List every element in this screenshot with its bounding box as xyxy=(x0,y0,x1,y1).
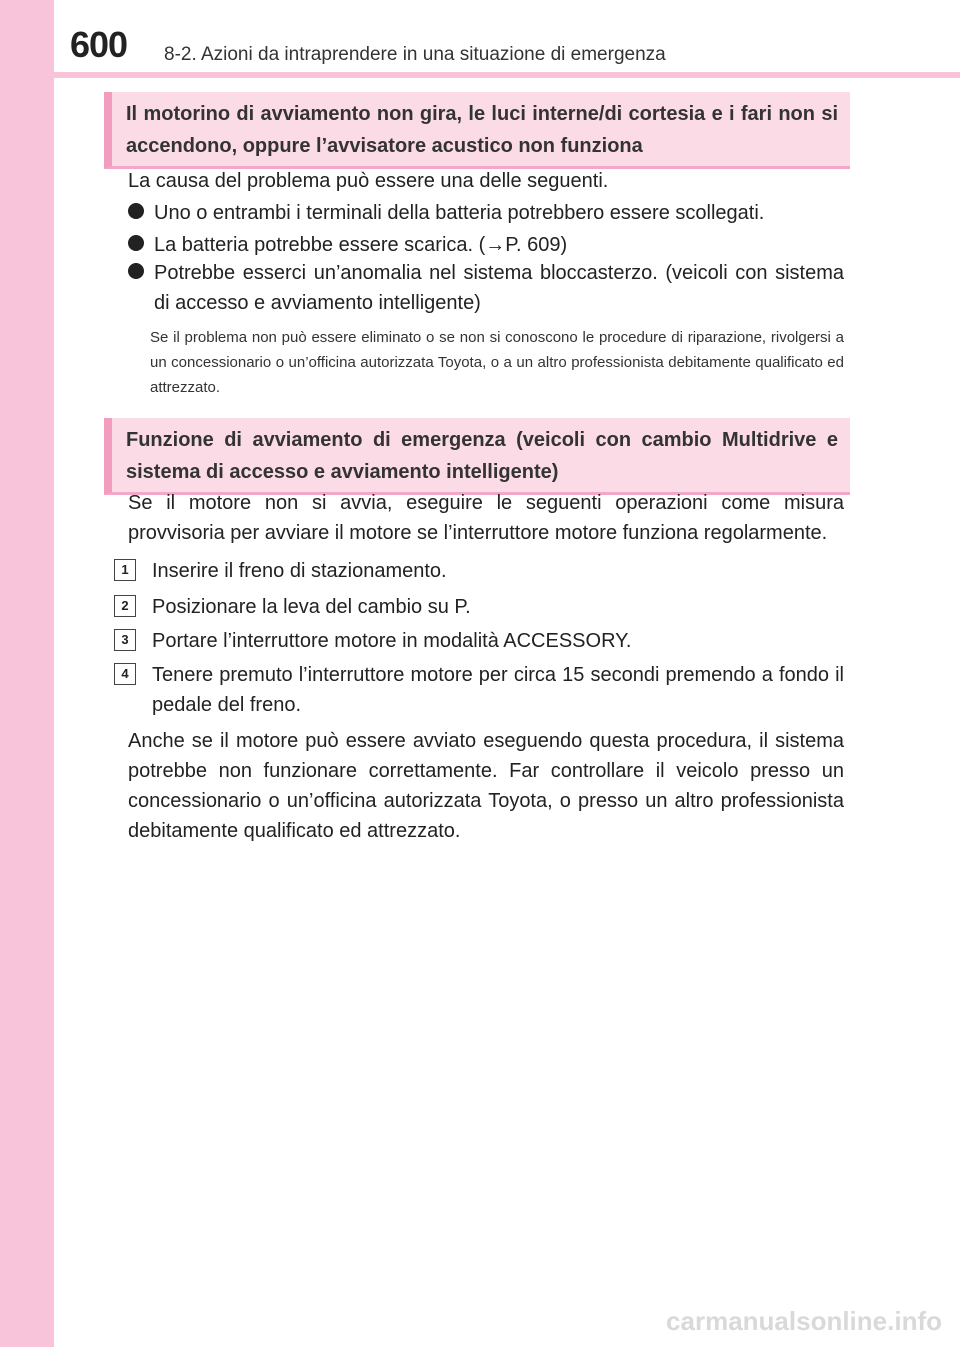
step-text: Inserire il freno di stazionamento. xyxy=(152,560,447,582)
step-item xyxy=(114,626,844,656)
step-item xyxy=(114,660,844,720)
step-number-badge: 2 xyxy=(114,595,136,617)
section-header-emergency-start: Funzione di avviamento di emergenza (veicoli con cambio Multidrive e sistema di accesso e avviamento intelligente) xyxy=(104,418,850,495)
page-sidebar xyxy=(0,0,54,1347)
step-text: Posizionare la leva del cambio su P. xyxy=(152,596,471,618)
bullet-item xyxy=(128,258,844,318)
section1-intro: La causa del problema può essere una delle seguenti. xyxy=(128,170,609,192)
chapter-title: 8-2. Azioni da intraprendere in una situazione di emergenza xyxy=(164,44,666,65)
section2-intro: Se il motore non si avvia, eseguire le seguenti operazioni come misura provvisoria per avviare il motore se l’interruttore motore funziona regolarmente. xyxy=(128,492,844,544)
header-rule xyxy=(54,72,960,78)
step-text: Tenere premuto l’interruttore motore per circa 15 secondi premendo a fondo il pedale del freno. xyxy=(152,664,844,716)
section-header-starter: Il motorino di avviamento non gira, le luci interne/di cortesia e i fari non si accendono, oppure l’avvisatore acustico non funziona xyxy=(104,92,850,169)
section2-closing: Anche se il motore può essere avviato eseguendo questa procedura, il sistema potrebbe non funzionare correttamente. Far controllare il veicolo presso un concessionario o un’officina autorizzata Toyota, o presso un altro professionista debitamente qualificato ed attrezzato. xyxy=(128,730,844,842)
bullet-text: Uno o entrambi i terminali della batteria potrebbero essere scollegati. xyxy=(154,202,765,224)
bullet-dot-icon xyxy=(128,203,144,219)
bullet-item xyxy=(128,230,844,260)
bullet-item xyxy=(128,198,844,228)
watermark: carmanualsonline.info xyxy=(666,1306,942,1336)
step-item xyxy=(114,592,844,622)
section1-note: Se il problema non può essere eliminato o se non si conoscono le procedure di riparazione, rivolgersi a un concessionario o un’officina autorizzata Toyota, o a un altro professionista debitamente qualificato ed attrezzato. xyxy=(150,329,844,396)
bullet-dot-icon xyxy=(128,235,144,251)
step-number-badge: 4 xyxy=(114,663,136,685)
step-number-badge: 1 xyxy=(114,559,136,581)
bullet-text: Potrebbe esserci un’anomalia nel sistema bloccasterzo. (veicoli con sistema di accesso e avviamento intelligente) xyxy=(154,262,844,314)
bullet-text: La batteria potrebbe essere scarica. (→P. 609) xyxy=(154,234,568,256)
step-text: Portare l’interruttore motore in modalità ACCESSORY. xyxy=(152,630,632,652)
step-item xyxy=(114,556,844,586)
step-number-badge: 3 xyxy=(114,629,136,651)
bullet-dot-icon xyxy=(128,263,144,279)
page-number: 600 xyxy=(70,24,128,65)
